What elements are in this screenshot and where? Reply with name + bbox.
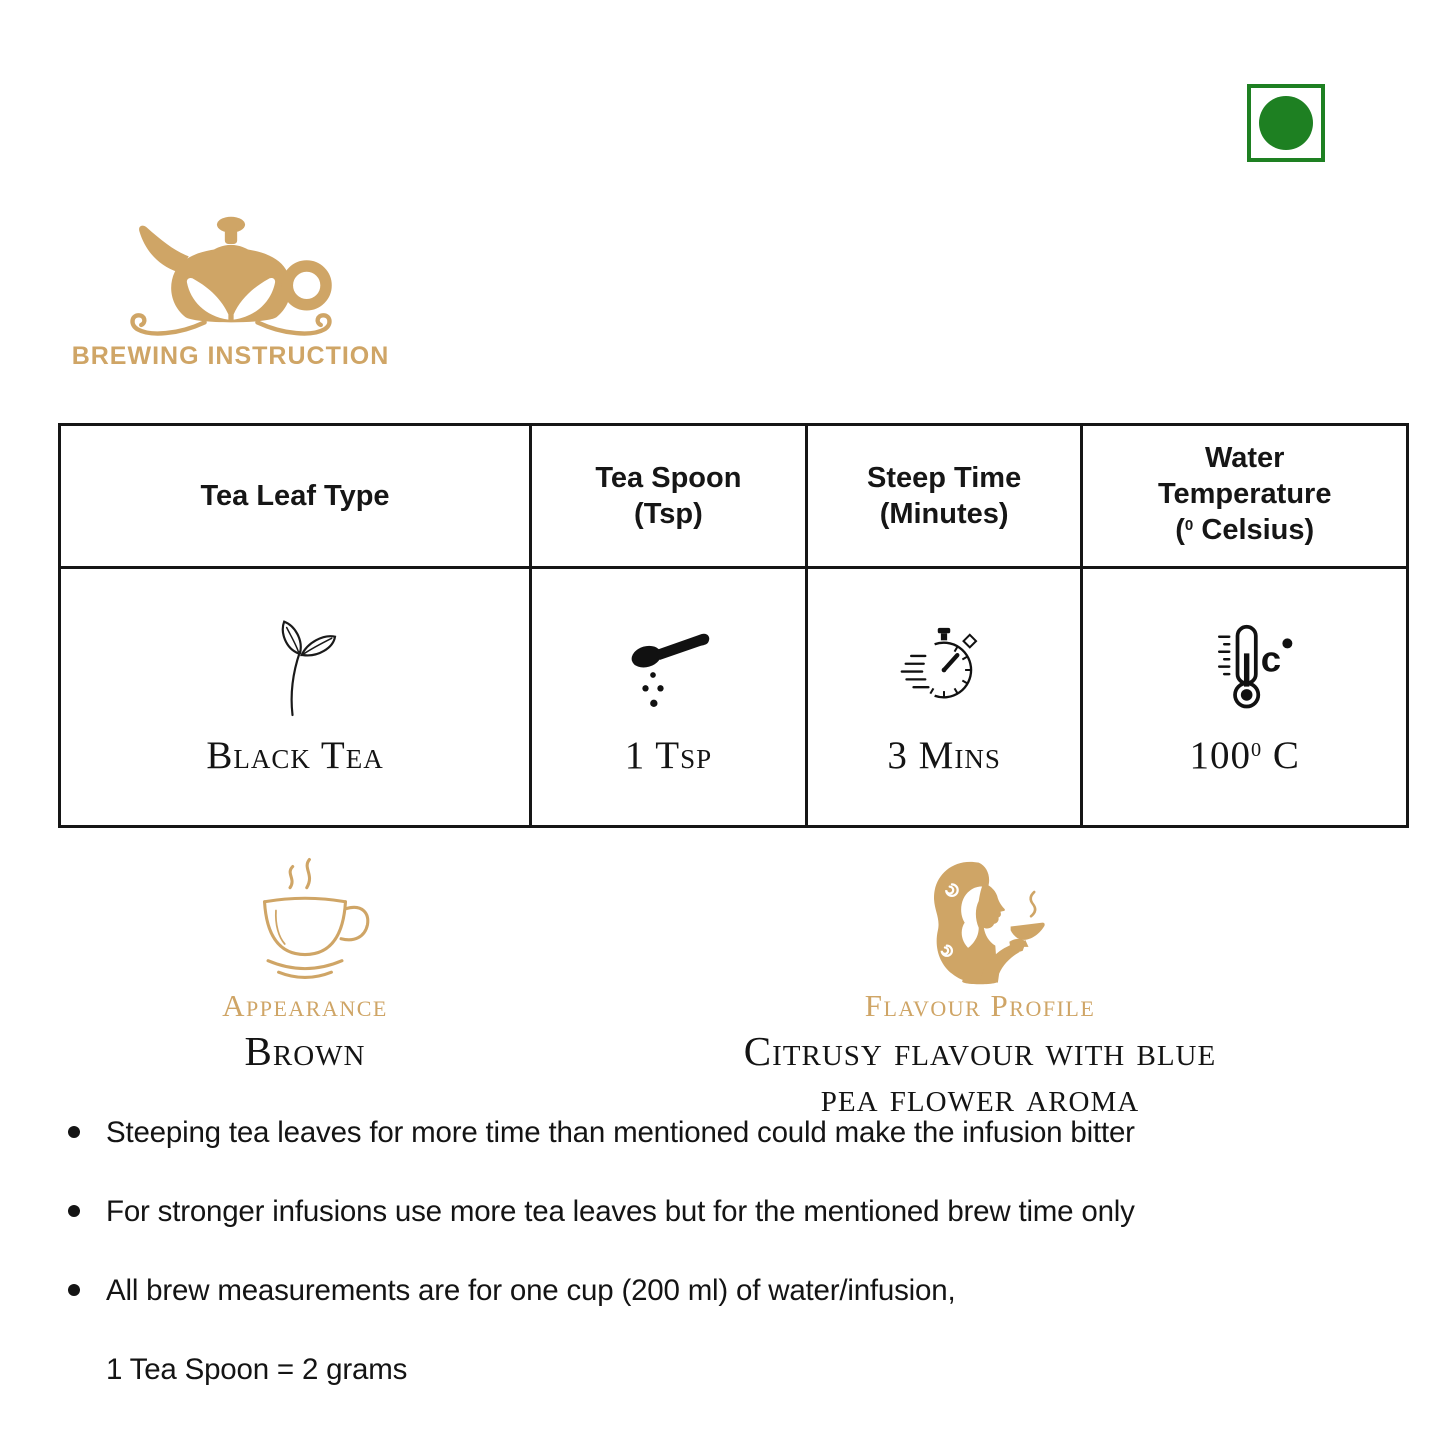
tea-leaf-label: Black Tea	[206, 733, 384, 777]
cell-steep-time	[805, 569, 1081, 825]
header-water-temperature: Water Temperature ($^0$ Celsius)	[1080, 426, 1405, 569]
vegetarian-mark-icon	[1247, 84, 1325, 162]
cell-water-temperature	[1080, 569, 1405, 825]
appearance-value: Brown	[244, 1028, 366, 1074]
brewing-table	[58, 423, 1409, 828]
note-item: All brew measurements are for one cup (200 ml) of water/infusion,	[62, 1272, 1407, 1309]
woman-with-cup-icon	[635, 856, 1325, 988]
header-tea-leaf-type: Tea Leaf Type	[61, 426, 529, 569]
thermometer-icon	[1191, 620, 1299, 720]
stopwatch-icon	[894, 620, 994, 720]
teaspoon-icon	[618, 620, 718, 720]
note-item: Steeping tea leaves for more time than mentioned could make the infusion bitter	[62, 1114, 1407, 1151]
water-temperature-label: $100^0$ C	[1189, 733, 1300, 777]
svg-text:c: c	[1260, 638, 1281, 680]
appearance-section	[150, 856, 460, 1075]
cell-tea-spoon	[529, 569, 805, 825]
tea-spoon-label: 1 Tsp	[624, 733, 713, 777]
tea-leaf-icon	[249, 620, 341, 720]
flavour-heading: Flavour Profile	[864, 988, 1096, 1023]
appearance-heading: Appearance	[222, 988, 388, 1023]
bullet-icon	[68, 1126, 80, 1138]
teapot-logo-icon	[106, 200, 356, 332]
brand-title: BREWING INSTRUCTION	[71, 342, 390, 370]
footnote: 1 Tea Spoon = 2 grams	[106, 1353, 408, 1386]
header-steep-time: Steep Time (Minutes)	[805, 426, 1081, 569]
bullet-icon	[68, 1205, 80, 1217]
notes-list	[62, 1114, 1407, 1388]
teacup-icon	[150, 856, 460, 988]
bullet-icon	[68, 1284, 80, 1296]
note-item: For stronger infusions use more tea leaves but for the mentioned brew time only	[62, 1193, 1407, 1230]
header-tea-spoon: Tea Spoon (Tsp)	[529, 426, 805, 569]
flavour-section	[635, 856, 1325, 1121]
steep-time-label: 3 Mins	[887, 733, 1001, 777]
vegetarian-dot	[1259, 96, 1313, 150]
flavour-value: Citrusy flavour with blue pea flower aroma	[743, 1028, 1217, 1120]
cell-tea-leaf-type	[61, 569, 529, 825]
brand-logo	[58, 200, 403, 371]
